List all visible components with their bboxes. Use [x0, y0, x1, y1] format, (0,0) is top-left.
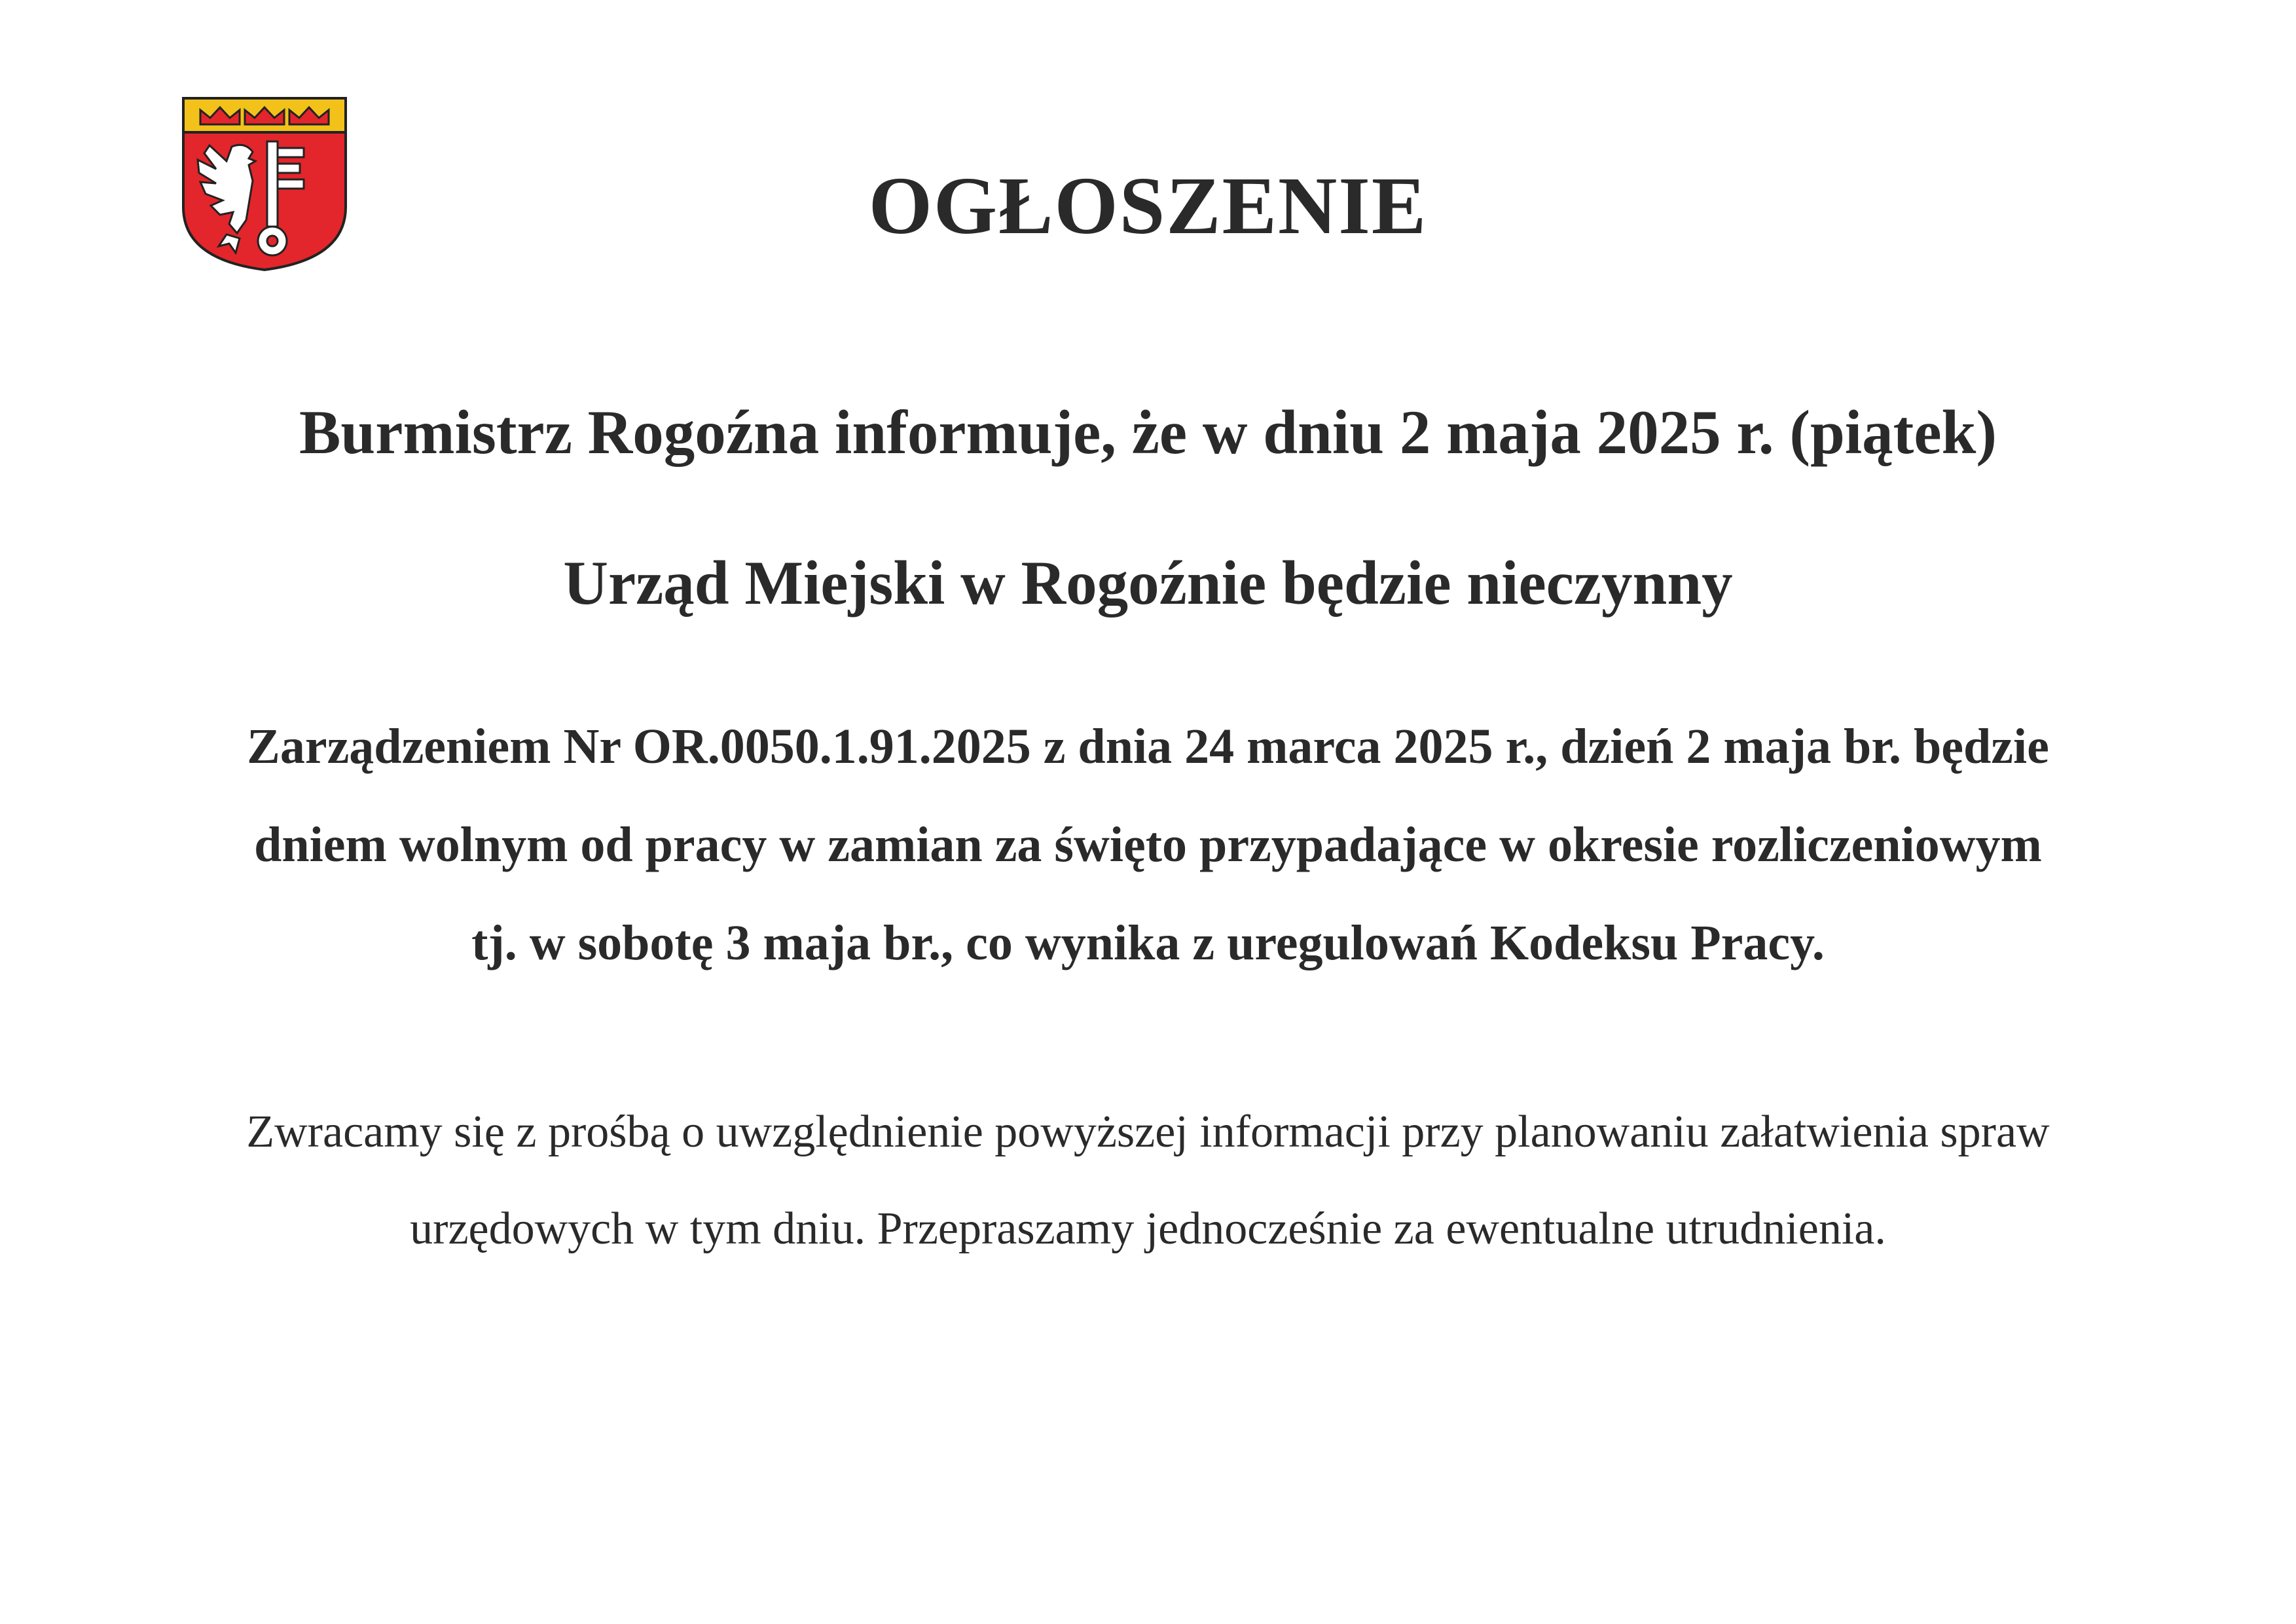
page-title: OGŁOSZENIE — [868, 161, 1428, 251]
announcement-line-1: Burmistrz Rogoźna informuje, że w dniu 2 maja 2025 r. (piątek) — [299, 397, 1997, 467]
request-line: Zwracamy się z prośbą o uwzględnienie powyższej informacji przy planowaniu załatwienia spraw — [246, 1107, 2050, 1157]
decree-paragraph — [131, 697, 2165, 992]
decree-line: dniem wolnym od pracy w zamian za święto przypadające w okresie rozliczeniowym — [254, 817, 2042, 872]
request-line: urzędowych w tym dniu. Przepraszamy jednocześnie za ewentualne utrudnienia. — [410, 1204, 1886, 1254]
decree-line: tj. w sobotę 3 maja br., co wynika z uregulowań Kodeksu Pracy. — [471, 915, 1825, 970]
request-paragraph — [131, 1084, 2165, 1278]
announcement-line-2: Urząd Miejski w Rogoźnie będzie nieczynny — [563, 548, 1733, 618]
decree-line: Zarządzeniem Nr OR.0050.1.91.2025 z dnia 24 marca 2025 r., dzień 2 maja br. będzie — [247, 719, 2049, 774]
